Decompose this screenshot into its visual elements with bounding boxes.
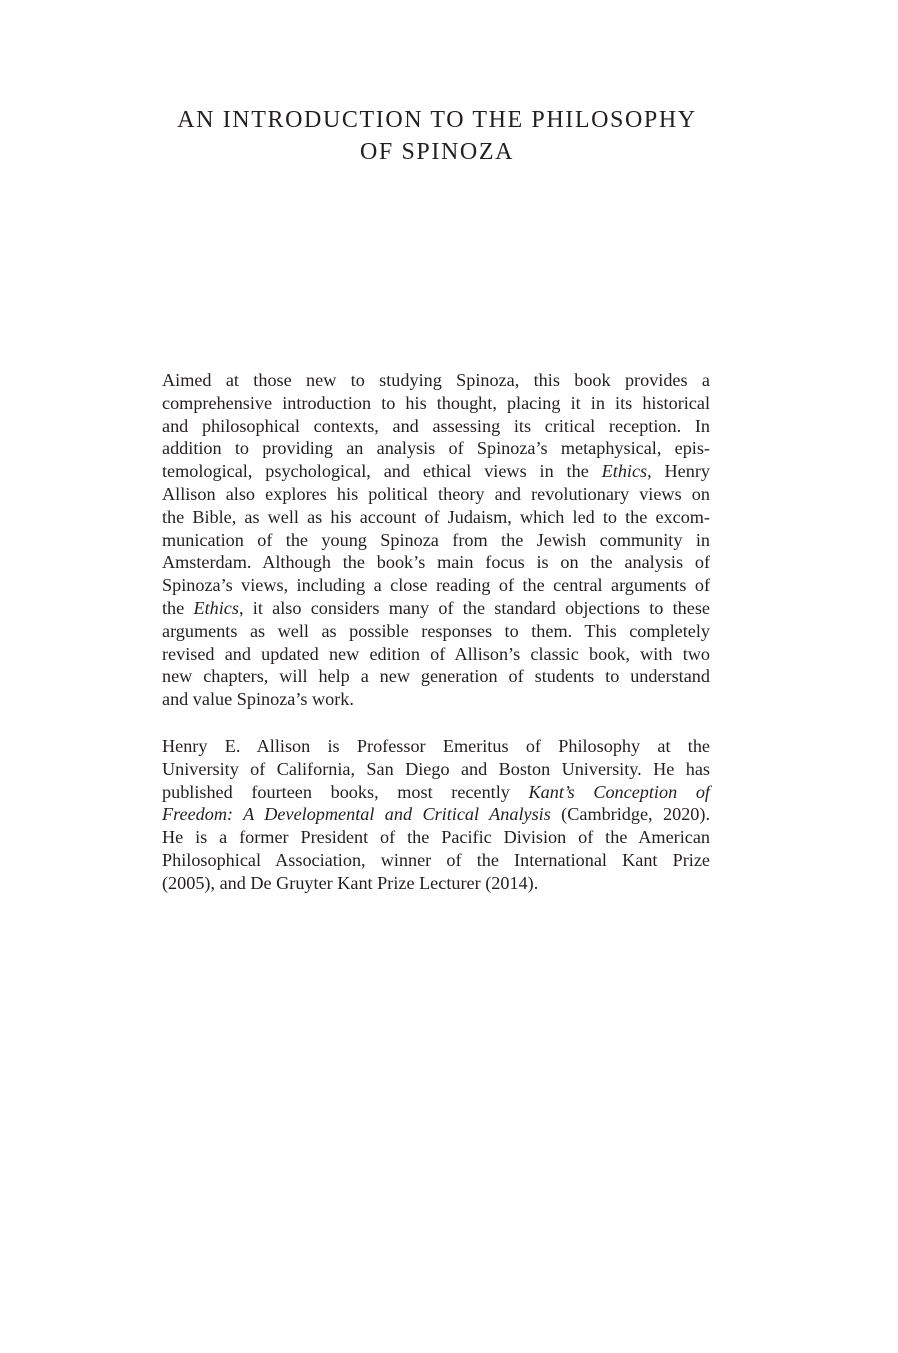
bio-line (162, 781, 710, 804)
description-line: the Bible, as well as his account of Judaism, which led to the excom- (162, 506, 710, 527)
book-description (162, 369, 710, 711)
description-line: munication of the young Spinoza from the Jewish community in (162, 529, 710, 550)
description-line: comprehensive introduction to his thought, placing it in its historical (162, 392, 710, 413)
description-text: , Henry (647, 461, 711, 482)
description-text: temological, psychological, and ethical views in the (162, 461, 602, 482)
description-line: addition to providing an analysis of Spinoza’s metaphysical, epis- (162, 438, 710, 459)
description-line: Allison also explores his political theory and revolutionary views on (162, 483, 710, 504)
bio-line (162, 803, 710, 826)
book-title-kant: Freedom: A Developmental and Critical Analysis (162, 804, 551, 825)
description-line: Amsterdam. Although the book’s main focus is on the analysis of (162, 552, 710, 573)
bio-line: He is a former President of the Pacific Division of the American (162, 827, 710, 848)
description-line: and value Spinoza’s work. (162, 689, 354, 710)
bio-line: Philosophical Association, winner of the International Kant Prize (162, 849, 710, 870)
bio-line: University of California, San Diego and Boston University. He has (162, 758, 710, 779)
description-line (162, 597, 710, 620)
description-line: and philosophical contexts, and assessing its critical reception. In (162, 415, 710, 436)
description-line: arguments as well as possible responses to them. This completely (162, 620, 710, 641)
bio-line: (2005), and De Gruyter Kant Prize Lecturer (2014). (162, 872, 539, 893)
page-title (0, 104, 874, 168)
title-line-1: AN INTRODUCTION TO THE PHILOSOPHY (177, 107, 697, 133)
bio-text: published fourteen books, most recently (162, 781, 529, 802)
description-line: Spinoza’s views, including a close reading of the central arguments of (162, 575, 710, 596)
description-line: revised and updated new edition of Allison’s classic book, with two (162, 643, 710, 664)
description-text: , it also considers many of the standard objections to these (238, 597, 710, 618)
book-title-kant: Kant’s Conception of (528, 781, 710, 802)
work-title-ethics: Ethics (601, 461, 648, 482)
work-title-ethics: Ethics (193, 597, 239, 618)
description-line: new chapters, will help a new generation of students to understand (162, 666, 710, 687)
description-line: Aimed at those new to studying Spinoza, this book provides a (162, 370, 710, 390)
description-line (162, 460, 710, 483)
bio-line: Henry E. Allison is Professor Emeritus of Philosophy at the (162, 736, 710, 756)
author-bio (162, 735, 710, 895)
title-line-2: OF SPINOZA (359, 139, 515, 165)
bio-text: (Cambridge, 2020). (550, 804, 710, 825)
description-text: the (162, 597, 194, 618)
